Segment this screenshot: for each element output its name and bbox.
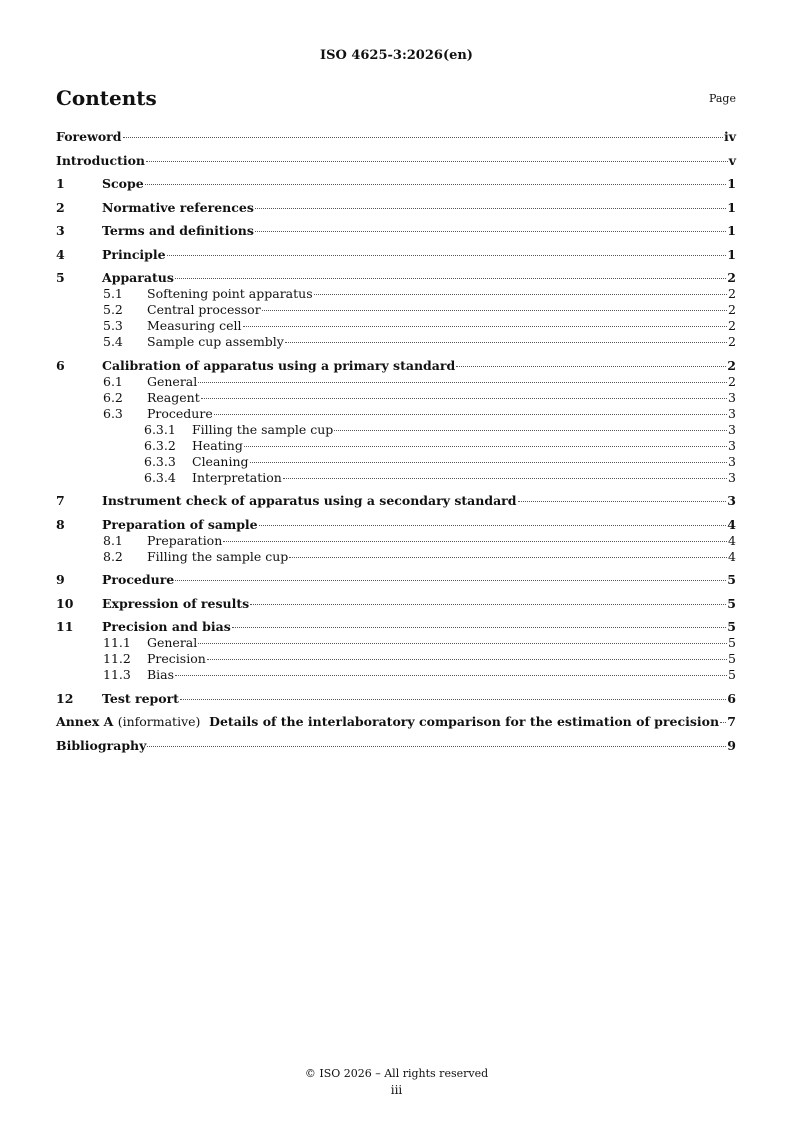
toc-entry[interactable] bbox=[56, 667, 736, 683]
toc-title: Preparation of sample bbox=[102, 516, 258, 532]
toc-entry[interactable] bbox=[56, 358, 736, 374]
table-of-contents bbox=[56, 129, 736, 754]
toc-entry[interactable] bbox=[56, 651, 736, 667]
toc-page-number: 4 bbox=[728, 532, 736, 548]
toc-number: 7 bbox=[56, 493, 65, 508]
toc-entry[interactable] bbox=[56, 270, 736, 286]
toc-number: 8.1 bbox=[103, 532, 123, 548]
dot-leader bbox=[243, 326, 728, 327]
toc-annex-label: Annex A bbox=[56, 714, 114, 729]
toc-number: 11.1 bbox=[103, 635, 131, 650]
toc-page-number: 5 bbox=[728, 651, 736, 666]
toc-entry[interactable] bbox=[56, 302, 736, 318]
dot-leader bbox=[180, 699, 726, 700]
page-number: iii bbox=[390, 1083, 403, 1097]
dot-leader bbox=[314, 294, 727, 295]
dot-leader bbox=[250, 462, 728, 463]
toc-number: 2 bbox=[56, 199, 65, 215]
toc-entry[interactable] bbox=[56, 406, 736, 422]
toc-title: Instrument check of apparatus using a secondary standard bbox=[102, 493, 517, 508]
toc-page-number: 5 bbox=[727, 595, 736, 611]
toc-page-number: 2 bbox=[728, 318, 736, 333]
toc-number: 10 bbox=[56, 595, 74, 611]
toc-number: 12 bbox=[56, 690, 74, 706]
page-column-label: Page bbox=[708, 92, 736, 105]
toc-entry[interactable] bbox=[56, 517, 736, 533]
toc-page-number: 4 bbox=[727, 516, 736, 532]
dot-leader bbox=[255, 231, 726, 232]
toc-title: Procedure bbox=[147, 405, 213, 421]
toc-page-number: 3 bbox=[728, 405, 736, 421]
dot-leader bbox=[283, 478, 727, 479]
toc-entry[interactable] bbox=[56, 334, 736, 350]
toc-page-number: 2 bbox=[728, 302, 736, 317]
toc-title: General bbox=[147, 635, 198, 650]
toc-number: 11.2 bbox=[103, 651, 131, 666]
toc-title: Softening point apparatus bbox=[147, 286, 313, 301]
toc-title: Test report bbox=[102, 690, 179, 706]
toc-page-number: 2 bbox=[728, 286, 736, 301]
dot-leader bbox=[198, 382, 727, 383]
toc-page-number: 2 bbox=[728, 373, 736, 389]
document-id-header: ISO 4625-3:2026(en) bbox=[320, 48, 473, 63]
dot-leader bbox=[255, 208, 726, 209]
toc-page-number: 9 bbox=[727, 737, 736, 753]
toc-page-number: 1 bbox=[727, 246, 736, 262]
toc-page-number: 5 bbox=[728, 635, 736, 650]
dot-leader bbox=[201, 398, 727, 399]
toc-title: Preparation bbox=[147, 532, 223, 548]
toc-number: 4 bbox=[56, 246, 65, 262]
toc-page-number: 6 bbox=[727, 690, 736, 706]
toc-page-number: 2 bbox=[728, 334, 736, 349]
toc-title: Sample cup assembly bbox=[147, 334, 284, 349]
toc-entry[interactable] bbox=[56, 549, 736, 565]
dot-leader bbox=[123, 137, 723, 138]
toc-title: Introduction bbox=[56, 152, 146, 168]
toc-number: 1 bbox=[56, 176, 65, 191]
toc-page-number: 3 bbox=[728, 389, 736, 405]
toc-entry[interactable] bbox=[56, 286, 736, 302]
toc-title: Details of the interlaboratory comparison for the estimation of precision bbox=[209, 714, 720, 729]
toc-entry[interactable] bbox=[56, 374, 736, 390]
toc-number: 6.3.1 bbox=[144, 421, 176, 437]
toc-number: 6.3.3 bbox=[144, 453, 176, 469]
dot-leader bbox=[146, 161, 728, 162]
toc-number: 6 bbox=[56, 357, 65, 373]
toc-number: 6.3.4 bbox=[144, 469, 176, 485]
toc-number: 5 bbox=[56, 270, 65, 285]
toc-page-number: iv bbox=[723, 129, 736, 144]
toc-page-number: 5 bbox=[727, 619, 736, 634]
toc-page-number: 5 bbox=[727, 572, 736, 587]
toc-number: 11 bbox=[56, 619, 74, 634]
toc-number: 5.2 bbox=[103, 302, 123, 317]
toc-entry[interactable] bbox=[56, 153, 736, 169]
toc-title: Normative references bbox=[102, 199, 254, 215]
dot-leader bbox=[145, 184, 727, 185]
toc-title: Heating bbox=[192, 437, 243, 453]
toc-title: Filling the sample cup bbox=[192, 421, 334, 437]
toc-entry[interactable] bbox=[56, 619, 736, 635]
toc-title: Foreword bbox=[56, 129, 122, 144]
toc-title: Filling the sample cup bbox=[147, 548, 289, 564]
dot-leader bbox=[175, 675, 727, 676]
toc-number: 3 bbox=[56, 223, 65, 238]
toc-number: 8 bbox=[56, 516, 65, 532]
toc-entry[interactable] bbox=[56, 533, 736, 549]
toc-title: Measuring cell bbox=[147, 318, 242, 333]
toc-page-number: 1 bbox=[727, 223, 736, 238]
toc-title: General bbox=[147, 373, 198, 389]
dot-leader bbox=[244, 446, 727, 447]
dot-leader bbox=[262, 310, 727, 311]
dot-leader bbox=[250, 604, 726, 605]
toc-entry[interactable] bbox=[56, 714, 736, 730]
toc-title: Calibration of apparatus using a primary standard bbox=[102, 357, 456, 373]
toc-page-number: 5 bbox=[728, 667, 736, 682]
toc-title: Precision and bias bbox=[102, 619, 231, 634]
toc-page-number: 3 bbox=[728, 437, 736, 453]
toc-number: 6.1 bbox=[103, 373, 123, 389]
dot-leader bbox=[285, 342, 727, 343]
toc-entry[interactable] bbox=[56, 223, 736, 239]
dot-leader bbox=[289, 557, 727, 558]
dot-leader bbox=[334, 430, 727, 431]
toc-page-number: 2 bbox=[727, 357, 736, 373]
dot-leader bbox=[175, 278, 726, 279]
toc-title: Procedure bbox=[102, 572, 175, 587]
toc-number: 5.4 bbox=[103, 334, 123, 349]
toc-entry[interactable] bbox=[56, 247, 736, 263]
toc-title: Cleaning bbox=[192, 453, 249, 469]
toc-title: Terms and definitions bbox=[102, 223, 254, 238]
toc-title: Precision bbox=[147, 651, 206, 666]
toc-title: Central processor bbox=[147, 302, 261, 317]
toc-number: 6.3.2 bbox=[144, 437, 176, 453]
toc-number: 5.3 bbox=[103, 318, 123, 333]
toc-page-number: v bbox=[728, 152, 736, 168]
toc-entry[interactable] bbox=[56, 470, 736, 486]
toc-entry[interactable] bbox=[56, 738, 736, 754]
toc-entry[interactable] bbox=[56, 176, 736, 192]
dot-leader bbox=[214, 414, 727, 415]
toc-page-number: 1 bbox=[727, 199, 736, 215]
toc-title: Bias bbox=[147, 667, 175, 682]
toc-number: 6.3 bbox=[103, 405, 123, 421]
toc-title: Principle bbox=[102, 246, 166, 262]
dot-leader bbox=[167, 255, 727, 256]
toc-title: Apparatus bbox=[102, 270, 174, 285]
toc-entry[interactable] bbox=[56, 493, 736, 509]
dot-leader bbox=[456, 366, 726, 367]
toc-number: 9 bbox=[56, 572, 65, 587]
dot-leader bbox=[198, 643, 727, 644]
toc-entry[interactable] bbox=[56, 422, 736, 438]
toc-page-number: 3 bbox=[728, 469, 736, 485]
dot-leader bbox=[259, 525, 727, 526]
toc-page-number: 3 bbox=[728, 421, 736, 437]
toc-entry[interactable] bbox=[56, 635, 736, 651]
toc-entry[interactable] bbox=[56, 390, 736, 406]
toc-page-number: 4 bbox=[728, 548, 736, 564]
toc-title: Scope bbox=[102, 176, 144, 191]
toc-number: 11.3 bbox=[103, 667, 131, 682]
toc-title: Reagent bbox=[147, 389, 200, 405]
toc-annex-note: (informative) bbox=[117, 714, 201, 729]
contents-title: Contents bbox=[56, 86, 157, 110]
toc-entry[interactable] bbox=[56, 438, 736, 454]
dot-leader bbox=[175, 580, 726, 581]
dot-leader bbox=[147, 746, 726, 747]
toc-number: 8.2 bbox=[103, 548, 123, 564]
toc-entry[interactable] bbox=[56, 200, 736, 216]
toc-title: Expression of results bbox=[102, 595, 250, 611]
toc-page-number: 1 bbox=[727, 176, 736, 191]
toc-title: Bibliography bbox=[56, 737, 147, 753]
toc-number: 6.2 bbox=[103, 389, 123, 405]
dot-leader bbox=[720, 722, 726, 723]
toc-page-number: 3 bbox=[728, 453, 736, 469]
toc-title: Interpretation bbox=[192, 469, 282, 485]
toc-number: 5.1 bbox=[103, 286, 123, 301]
dot-leader bbox=[207, 659, 727, 660]
toc-entry[interactable] bbox=[56, 318, 736, 334]
toc-entry[interactable] bbox=[56, 691, 736, 707]
toc-entry[interactable] bbox=[56, 572, 736, 588]
toc-entry[interactable] bbox=[56, 454, 736, 470]
dot-leader bbox=[518, 501, 727, 502]
toc-entry[interactable] bbox=[56, 596, 736, 612]
copyright-footer: © ISO 2026 – All rights reserved bbox=[304, 1067, 489, 1080]
toc-page-number: 2 bbox=[727, 270, 736, 285]
dot-leader bbox=[232, 627, 727, 628]
toc-entry[interactable] bbox=[56, 129, 736, 145]
toc-page-number: 3 bbox=[727, 493, 736, 508]
dot-leader bbox=[223, 541, 727, 542]
toc-page-number: 7 bbox=[727, 714, 736, 729]
